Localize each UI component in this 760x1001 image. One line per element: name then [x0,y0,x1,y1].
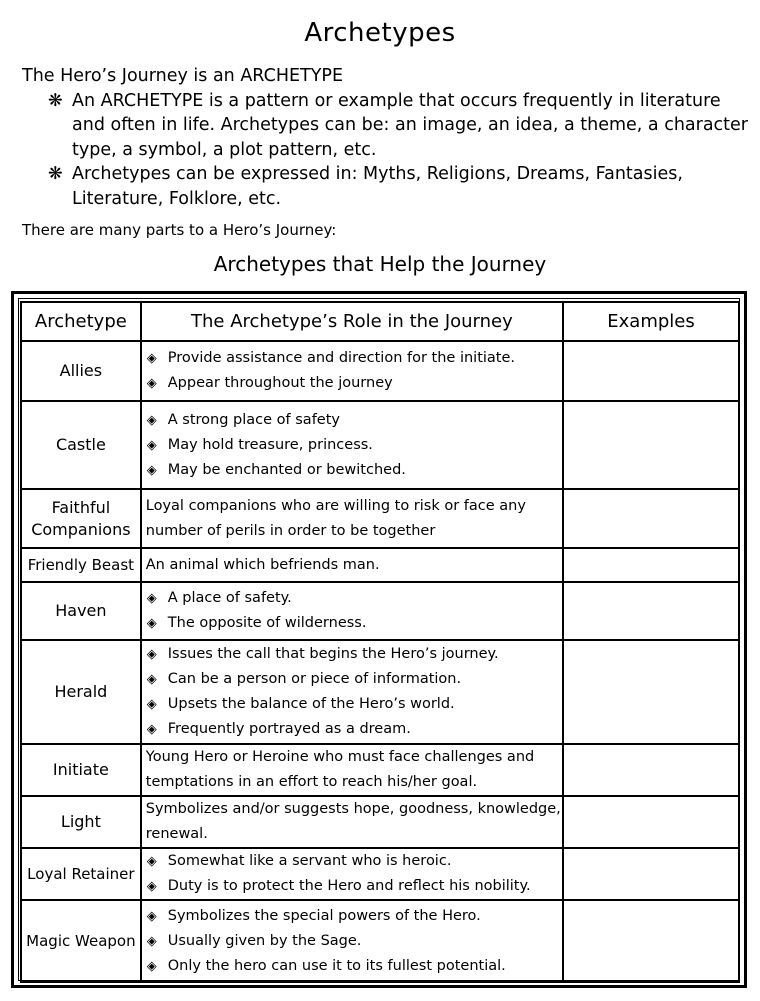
archetype-role [141,640,563,744]
table-row [21,640,739,744]
list-item: ◈ Frequently portrayed as a dream. [146,717,562,742]
diamond-bullet-icon: ◈ [146,647,157,662]
diamond-bullet-icon: ◈ [146,376,157,391]
intro-heading: The Hero’s Journey is an ARCHETYPE [22,66,344,86]
table-row [21,401,739,489]
examples-cell[interactable] [563,548,739,582]
list-item: ◈ Somewhat like a servant who is heroic. [146,849,562,874]
intro-bullet: ❋ Archetypes can be expressed in: Myths, Religions, Dreams, Fantasies, Literature, Folklore, etc. [48,164,683,209]
intro-bullet: ❋ An ARCHETYPE is a pattern or example that occurs frequently in literature and often in life. Archetypes can be: an image, an idea, a theme, a character type, a symbol, a plot pattern, etc. [48,90,748,160]
archetype-role: An animal which befriends man. [141,548,563,582]
diamond-bullet-icon: ◈ [146,437,157,453]
list-item: ◈ May be enchanted or bewitched. [146,458,562,483]
diamond-bullet-icon: ◈ [146,591,157,606]
archetype-role [141,401,563,489]
archetype-table [20,301,740,983]
list-item: ◈ Duty is to protect the Hero and reflect his nobility. [146,874,562,899]
archetype-name: Allies [21,341,141,401]
archetype-name: Loyal Retainer [21,848,141,900]
diamond-bullet-icon: ◈ [146,616,157,631]
archetype-name: Magic Weapon [21,900,141,982]
examples-cell[interactable] [563,582,739,640]
table-row [21,848,739,900]
diamond-bullet-icon: ◈ [146,854,157,869]
list-item: ◈ Provide assistance and direction for the initiate. [146,346,562,371]
list-item: ◈ A place of safety. [146,586,562,611]
diamond-bullet-icon: ◈ [146,958,157,974]
table-header-row [21,302,739,341]
archetype-role [141,582,563,640]
list-item: ◈ Usually given by the Sage. [146,929,562,954]
examples-cell[interactable] [563,401,739,489]
diamond-bullet-icon: ◈ [146,933,157,949]
diamond-bullet-icon: ◈ [146,697,157,712]
list-item: ◈ Appear throughout the journey [146,371,562,396]
table-row [21,900,739,982]
page-title: Archetypes [304,18,456,48]
archetype-role: Young Hero or Heroine who must face challenges and temptations in an effort to reach his/her goal. [141,744,563,796]
diamond-bullet-icon: ◈ [146,879,157,894]
table-row [21,796,739,848]
examples-cell[interactable] [563,744,739,796]
archetype-role [141,341,563,401]
archetype-name: Castle [21,401,141,489]
archetype-name: Friendly Beast [21,548,141,582]
examples-cell[interactable] [563,848,739,900]
list-item: ◈ Issues the call that begins the Hero’s journey. [146,642,562,667]
archetype-role: Loyal companions who are willing to risk or face any number of perils in order to be together [141,489,563,548]
archetype-name: Faithful Companions [21,489,141,548]
examples-cell[interactable] [563,640,739,744]
diamond-bullet-icon: ◈ [146,672,157,687]
list-item: ◈ Symbolizes the special powers of the Hero. [146,904,562,929]
diamond-bullet-icon: ◈ [146,908,157,924]
diamond-bullet-icon: ◈ [146,722,157,737]
list-item: ◈ A strong place of safety [146,408,562,433]
flower-bullet-icon: ❋ [48,90,63,111]
table-row [21,489,739,548]
header-examples: Examples [563,302,739,341]
diamond-bullet-icon: ◈ [146,351,157,366]
archetype-name: Haven [21,582,141,640]
archetype-role [141,900,563,982]
diamond-bullet-icon: ◈ [146,462,157,478]
parts-text: There are many parts to a Hero’s Journey: [22,221,337,239]
examples-cell[interactable] [563,341,739,401]
header-archetype: Archetype [21,302,141,341]
table-row [21,582,739,640]
list-item: ◈ Can be a person or piece of information. [146,667,562,692]
intro-section [22,64,752,211]
archetype-name: Light [21,796,141,848]
archetype-role [141,848,563,900]
table-row [21,744,739,796]
table-row [21,548,739,582]
examples-cell[interactable] [563,796,739,848]
list-item: ◈ May hold treasure, princess. [146,433,562,458]
flower-bullet-icon: ❋ [48,164,63,184]
table-row [21,341,739,401]
list-item: ◈ Upsets the balance of the Hero’s world. [146,692,562,717]
archetype-role: Symbolizes and/or suggests hope, goodness, knowledge, renewal. [141,796,563,848]
archetype-name: Herald [21,640,141,744]
archetype-name: Initiate [21,744,141,796]
examples-cell[interactable] [563,489,739,548]
diamond-bullet-icon: ◈ [146,412,157,428]
examples-cell[interactable] [563,900,739,982]
list-item: ◈ Only the hero can use it to its fullest potential. [146,954,562,979]
list-item: ◈ The opposite of wilderness. [146,611,562,636]
intro-bullet-list [22,89,752,212]
table-subtitle: Archetypes that Help the Journey [213,252,547,276]
header-role: The Archetype’s Role in the Journey [141,302,563,341]
